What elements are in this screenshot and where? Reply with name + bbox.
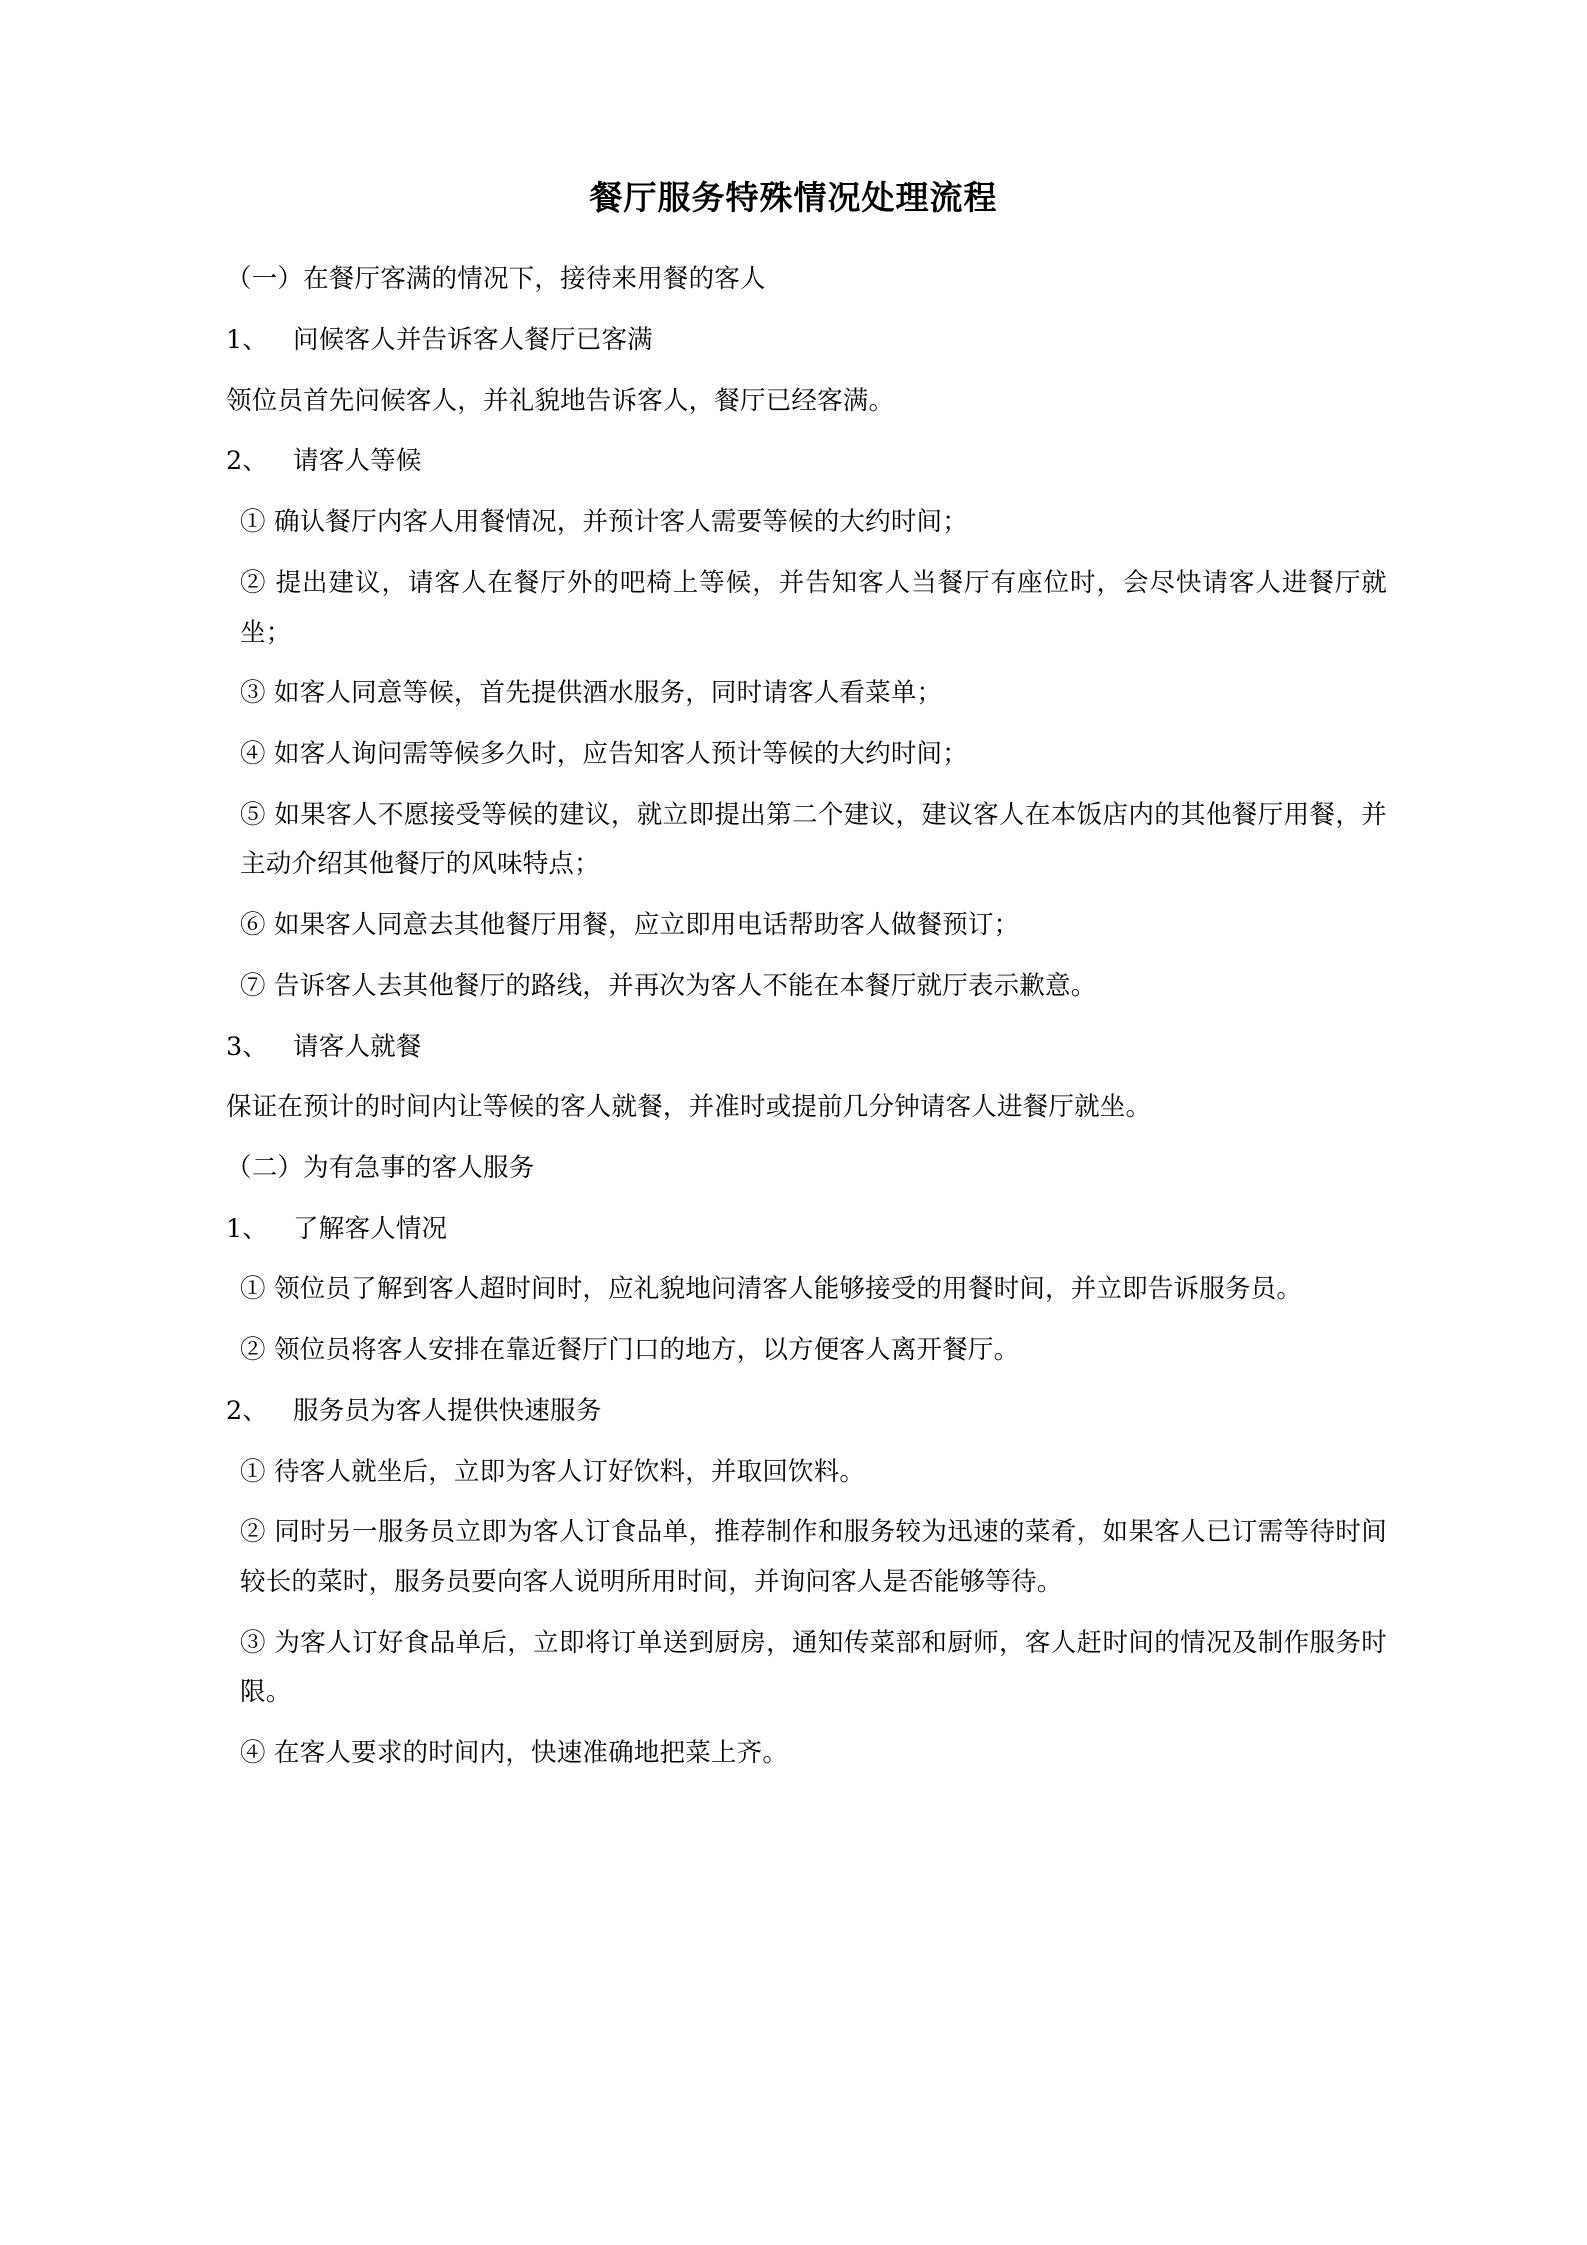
numbered-item-text: 请客人就餐: [293, 1031, 422, 1062]
circled-number-icon: ④: [240, 1738, 266, 1769]
list-item-1-2-6: [200, 901, 1387, 951]
numbered-item-label: 2、: [226, 1395, 269, 1426]
list-item-1-2-5: [200, 791, 1387, 890]
numbered-item-text: 问候客人并告诉客人餐厅已客满: [293, 324, 653, 355]
list-item-1-2-4: [200, 730, 1387, 780]
list-item-text: 如客人同意等候，首先提供酒水服务，同时请客人看菜单；: [274, 678, 943, 709]
list-item-2-2-1: [200, 1448, 1387, 1498]
list-item-2-2-2: [200, 1508, 1387, 1607]
list-item-2-1-2: [200, 1326, 1387, 1376]
circled-number-icon: ①: [240, 507, 266, 538]
list-item-text: 待客人就坐后，立即为客人订好饮料，并取回饮料。: [274, 1456, 866, 1487]
list-item-2-1-1: [200, 1265, 1387, 1315]
list-item-1-2-3: [200, 669, 1387, 719]
numbered-item-label: 1、: [226, 1213, 269, 1244]
list-item-2-2-4: [200, 1729, 1387, 1779]
list-item-text: 确认餐厅内客人用餐情况，并预计客人需要等候的大约时间；: [274, 507, 968, 538]
numbered-item-1-3: [200, 1023, 1387, 1073]
list-item-text: 如果客人同意去其他餐厅用餐，应立即用电话帮助客人做餐预订；: [274, 910, 1020, 941]
numbered-item-label: 3、: [226, 1031, 269, 1062]
list-item-1-2-1: [200, 498, 1387, 548]
list-item-1-2-2: [200, 559, 1387, 658]
numbered-item-1-2: [200, 437, 1387, 487]
circled-number-icon: ②: [240, 567, 267, 598]
list-item-text: 为客人订好食品单后，立即将订单送到厨房，通知传菜部和厨师，客人赶时间的情况及制作服务时限。: [240, 1627, 1388, 1708]
circled-number-icon: ②: [240, 1517, 266, 1548]
list-item-text: 如客人询问需等候多久时，应告知客人预计等候的大约时间；: [274, 738, 968, 769]
numbered-item-label: 1、: [226, 324, 269, 355]
list-item-text: 同时另一服务员立即为客人订食品单，推荐制作和服务较为迅速的菜肴，如果客人已订需等待时间较长的菜时，服务员要向客人说明所用时间，并询问客人是否能够等待。: [240, 1517, 1388, 1597]
numbered-item-text: 了解客人情况: [293, 1213, 448, 1244]
numbered-item-text: 服务员为客人提供快速服务: [293, 1395, 602, 1426]
circled-number-icon: ⑤: [240, 799, 266, 830]
list-item-text: 如果客人不愿接受等候的建议，就立即提出第二个建议，建议客人在本饭店内的其他餐厅用餐，并主动介绍其他餐厅的风味特点；: [240, 799, 1388, 880]
list-item-text: 告诉客人去其他餐厅的路线，并再次为客人不能在本餐厅就厅表示歉意。: [274, 970, 1097, 1001]
numbered-item-label: 2、: [226, 446, 269, 477]
numbered-item-2-1: [200, 1205, 1387, 1255]
numbered-item-2-2: [200, 1387, 1387, 1437]
circled-number-icon: ⑥: [240, 910, 266, 941]
circled-number-icon: ⑦: [240, 970, 266, 1001]
body-paragraph-1-2: 保证在预计的时间内让等候的客人就餐，并准时或提前几分钟请客人进餐厅就坐。: [226, 1092, 1152, 1123]
list-item-text: 领位员将客人安排在靠近餐厅门口的地方，以方便客人离开餐厅。: [274, 1335, 1020, 1366]
list-item-2-2-3: [200, 1619, 1387, 1718]
section-heading-2: （二）为有急事的客人服务: [226, 1152, 535, 1183]
circled-number-icon: ④: [240, 738, 266, 769]
list-item-text: 提出建议，请客人在餐厅外的吧椅上等候，并告知客人当餐厅有座位时，会尽快请客人进餐厅就坐；: [240, 567, 1387, 648]
numbered-item-text: 请客人等候: [293, 446, 422, 477]
circled-number-icon: ②: [240, 1335, 266, 1366]
section-heading-1: （一）在餐厅客满的情况下，接待来用餐的客人: [226, 264, 766, 295]
list-item-1-2-7: [200, 962, 1387, 1012]
circled-number-icon: ③: [240, 678, 266, 709]
circled-number-icon: ①: [240, 1274, 266, 1305]
list-item-text: 在客人要求的时间内，快速准确地把菜上齐。: [274, 1738, 789, 1769]
circled-number-icon: ①: [240, 1456, 266, 1487]
circled-number-icon: ③: [240, 1627, 266, 1658]
numbered-item-1-1: [200, 316, 1387, 366]
list-item-text: 领位员了解到客人超时间时，应礼貌地问清客人能够接受的用餐时间，并立即告诉服务员。: [274, 1274, 1303, 1305]
body-paragraph-1-1: 领位员首先问候客人，并礼貌地告诉客人，餐厅已经客满。: [226, 385, 895, 416]
page-title: 餐厅服务特殊情况处理流程: [589, 178, 998, 217]
